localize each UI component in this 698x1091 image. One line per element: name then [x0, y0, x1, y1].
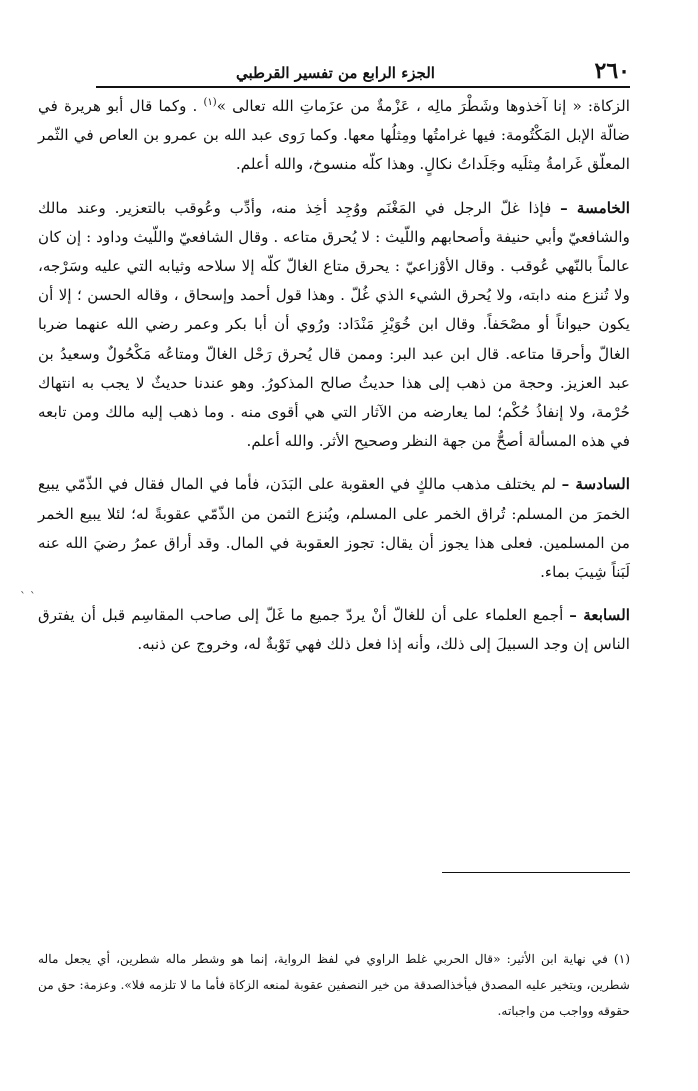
footnote-reference: (١) [203, 96, 217, 108]
running-title: الجزء الرابع من تفسير القرطبي [236, 64, 435, 82]
paragraph-fifth [38, 194, 630, 457]
section-heading: الخامسة – [560, 198, 630, 217]
paragraph-sixth [38, 470, 630, 587]
section-heading: السابعة – [569, 606, 630, 625]
page-number: ٢٦٠ [594, 58, 630, 84]
paragraph-seventh [38, 601, 630, 659]
page-header [96, 50, 630, 88]
footnote-divider [442, 872, 630, 873]
main-text [38, 92, 630, 862]
paragraph-text: . وكما قال أبو هريرة في ضالّة الإبل المَكْتُومة: فيها غرامتُها ومِثلُها معها. وكما رَوى عبد الله بن عمرو بن العاص في الثّمر المعلّق غَرامةُ مِثلَيه وجَلَداتُ نكالٍ. وهذا كلّه منسوخ، والله أعلم. [38, 97, 630, 174]
paragraph-text: فإذا غلّ الرجل في المَغْنَم ووُجِد أخِذ منه، وأدِّب وعُوقب بالتعزير. وعند مالك والشافعيّ وأبي حنيفة وأصحابهم واللّيث : لا يُحرق متاعه . وقال الشافعيّ واللّيث وداود : إن كان عالماً بالنّهي عُوقب . وقال الأوْزاعيّ : يحرق متاع الغالّ كلّه إلا سلاحه وثيابه التي عليه وسَرْجه، ولا تُنزع منه دابته، ولا يُحرق الشيء الذي غُلّ . وهذا قول أحمد وإسحاق ، وقاله الحسن ؛ إلا أن يكون حيواناً أو مصْحَفاً. وقال ابن خُوَيْزِ مَنْدَاد: ورُوي أن أبا بكر وعمر رضي الله عنهما ضربا الغالّ وأحرقا متاعه. قال ابن عبد البر: وممن قال يُحرق رَحْل الغالّ ومتاعُه مَكْحُولٌ وسعيدُ بن عبد العزيز. وحجة من ذهب إلى هذا حديثُ صالح المذكورُ. وهو عندنا حديثٌ لا يجب به انتهاك حُرْمة، ولا إنفاذُ حُكْم؛ لما يعارضه من الآثار التي هي أقوى منه . وما ذهب إليه مالك ومن تابعه في هذه المسألة أصحُّ من جهة النظر وصحيح الأثر. والله أعلم. [38, 198, 630, 451]
margin-marks: ` ` [20, 590, 36, 604]
footnote-mark: (١) [613, 952, 630, 966]
footnote-text: في نهاية ابن الأثير: «قال الحربي غلط الراوي في لفظ الرواية، إنما هو وشطر ماله شطرين، أي يجعل ماله شطرين، ويتخير عليه المصدق فيأخذالصدقة من خير النصفين عقوبة لمنعه الزكاة فأما ما لا تلزمه فلا». وعزمة: حق من حقوقه وواجب من واجباته. [38, 952, 630, 1018]
footnote-block [38, 946, 630, 1024]
section-heading: السادسة – [561, 475, 630, 494]
paragraph-text: أجمع العلماء على أن للغالّ أنْ يردّ جميع ما غَلّ إلى صاحب المقاسِم قبل أن يفترق الناس إن وجد السبيلَ إلى ذلك، وأنه إذا فعل ذلك فهي تَوْبةٌ له، وخروج عن ذنبه. [38, 606, 630, 654]
paragraph-intro [38, 92, 630, 180]
paragraph-text: لم يختلف مذهب مالكٍ في العقوبة على البَدَن، فأما في المال فقال في الذّمّي يبيع الخمرَ من المسلم: تُراق الخمر على المسلم، ويُنزع الثمن من الذّمّي عقوبةً له؛ لئلا يبيع الخمر من المسلمين. فعلى هذا يجوز أن يقال: تجوز العقوبة في المال. وقد أراق عمرُ رضيَ الله عنه لَبَناً شِيبَ بماء. [38, 475, 630, 582]
paragraph-text: الزكاة: « إنا آخذوها وشَطْرَ مالِه ، عَزْمةٌ من عزَماتِ الله تعالى » [216, 97, 630, 115]
